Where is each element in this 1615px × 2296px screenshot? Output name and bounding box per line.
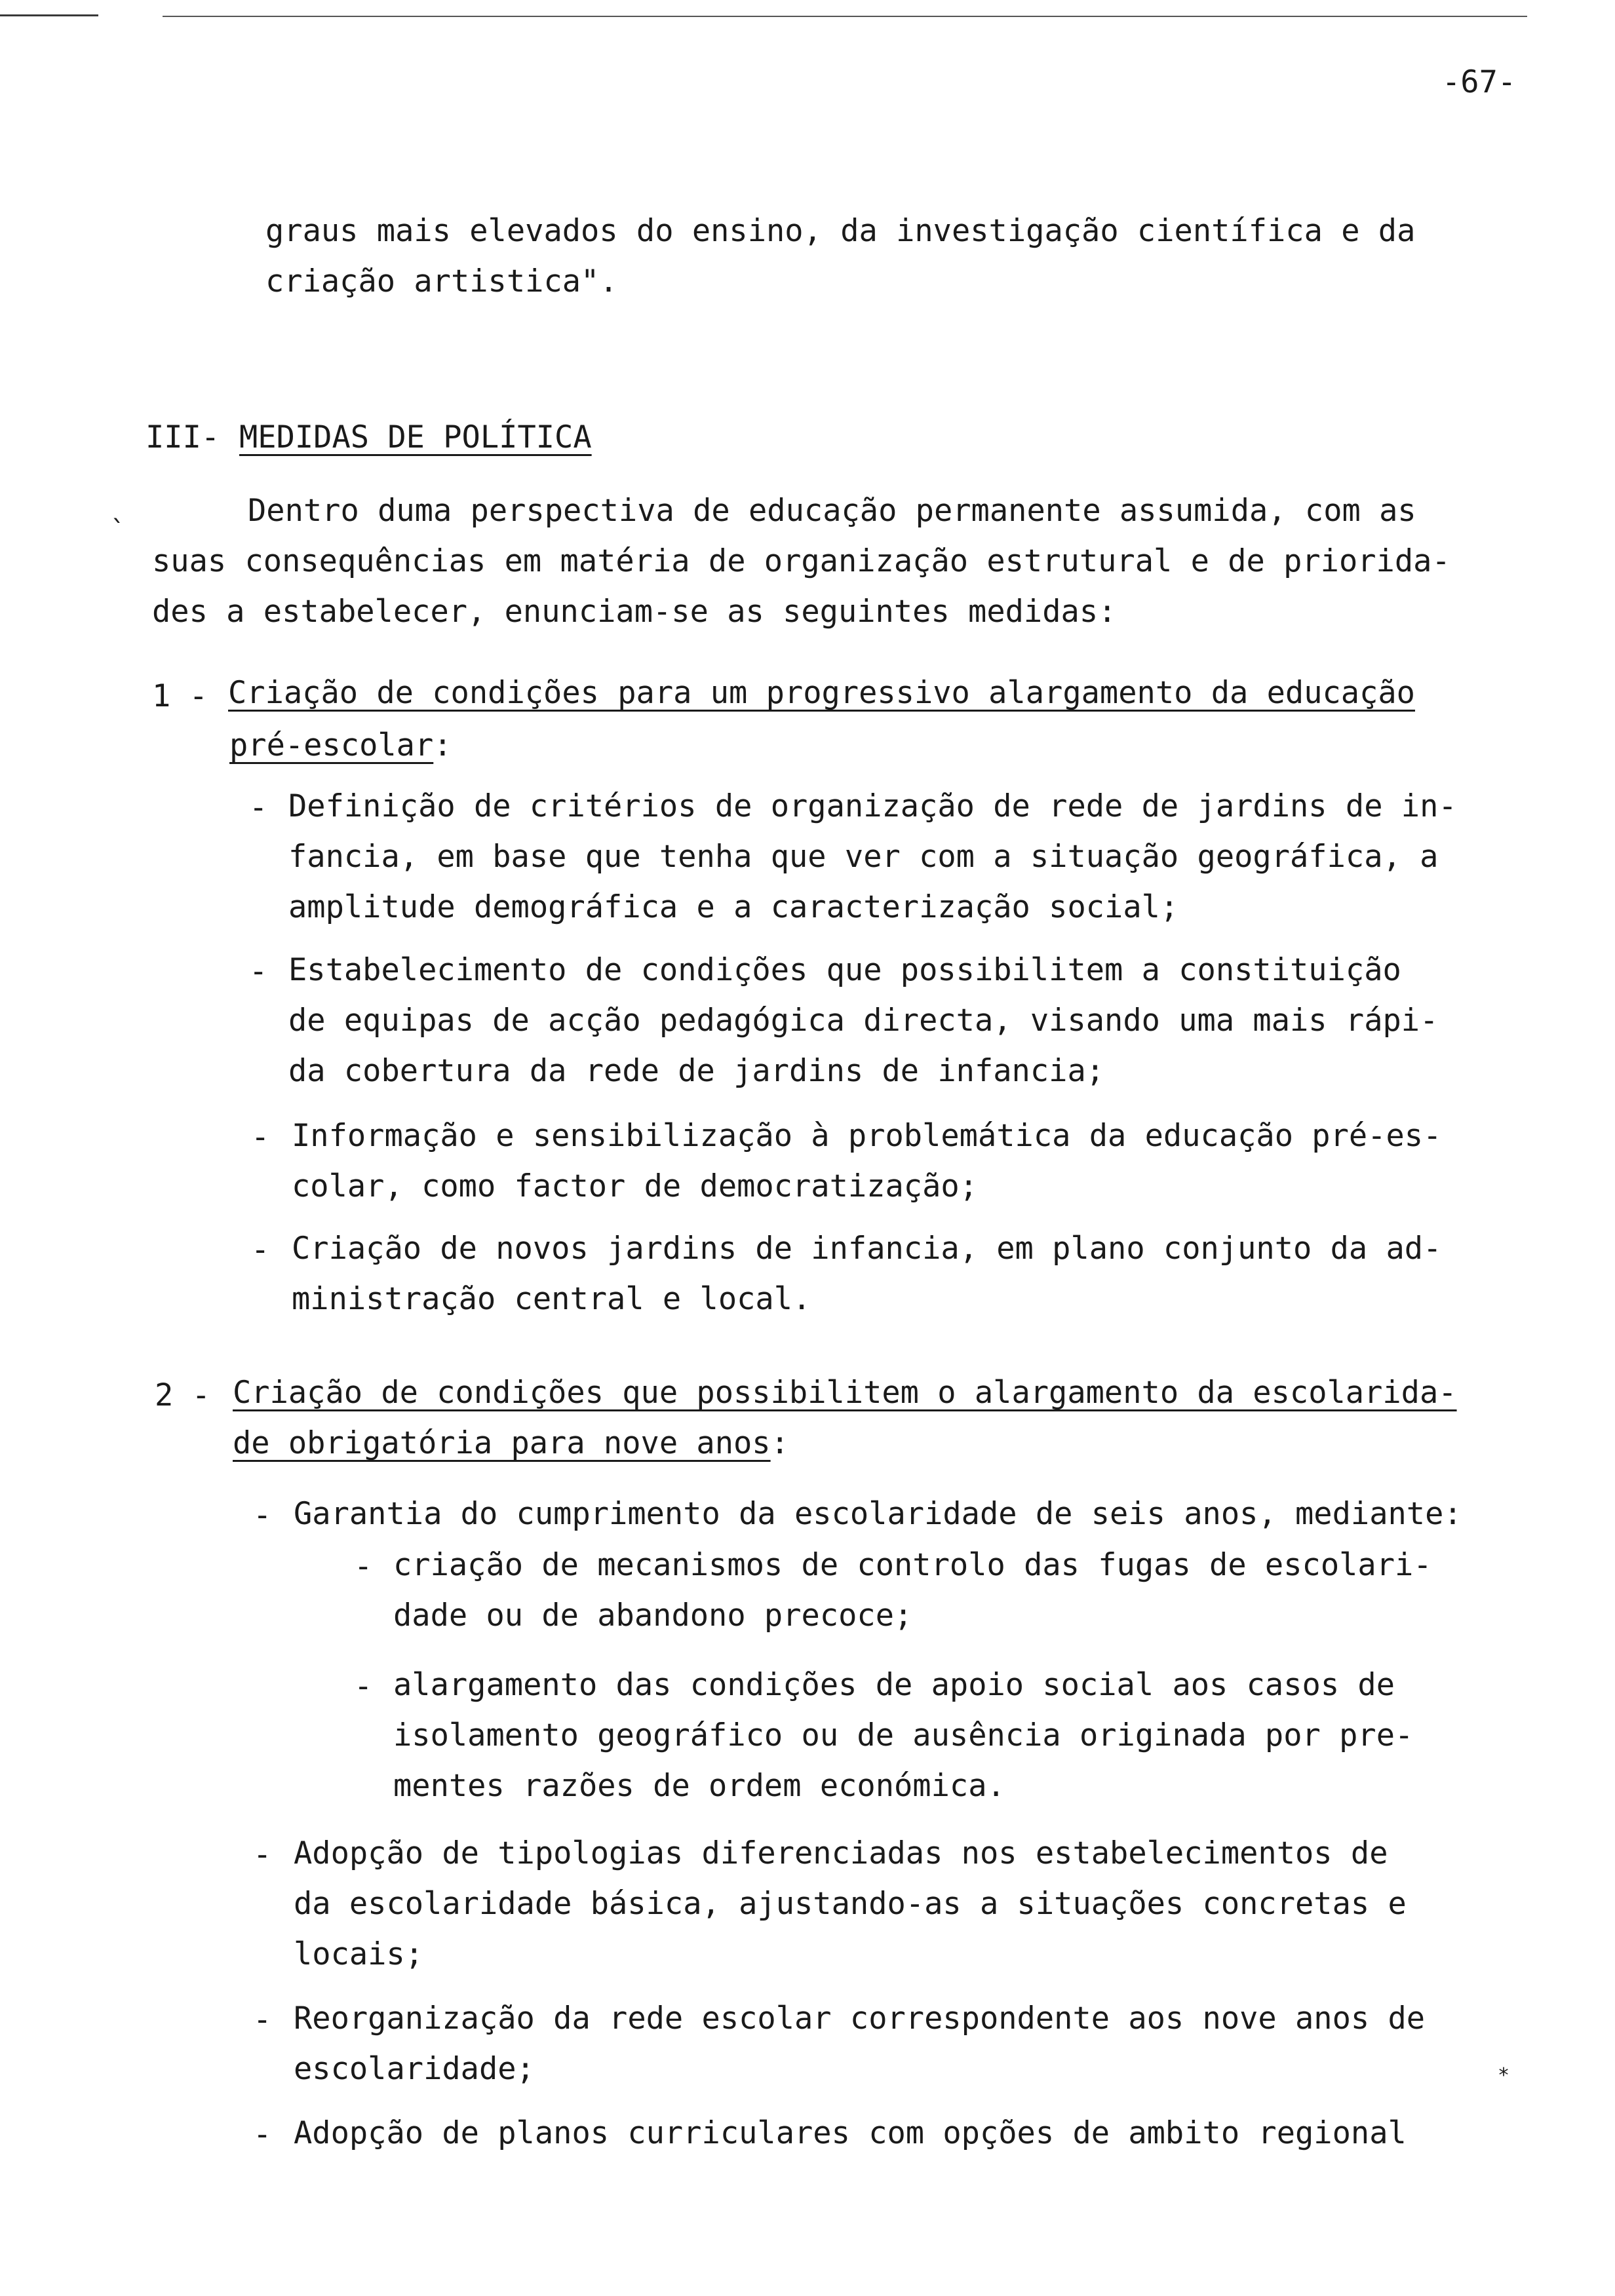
item-number: 1 - xyxy=(152,678,208,714)
top-rule-left xyxy=(0,14,98,16)
bullet-dash: - xyxy=(253,2002,272,2038)
bullet-line: da cobertura da rede de jardins de infancia; xyxy=(288,1053,1105,1089)
bullet-line: ministração central e local. xyxy=(292,1281,811,1317)
item-number: 2 - xyxy=(155,1377,210,1413)
bullet-dash: - xyxy=(253,1837,272,1873)
bullet-line: Definição de critérios de organização de rede de jardins de in- xyxy=(288,788,1457,824)
bullet-line: Criação de novos jardins de infancia, em plano conjunto da ad- xyxy=(292,1231,1442,1267)
item-heading: pré-escolar: xyxy=(229,727,452,763)
section-number: III- xyxy=(146,419,220,455)
bullet-line: escolaridade; xyxy=(294,2051,535,2087)
bullet-line: colar, como factor de democratização; xyxy=(292,1168,978,1204)
bullet-line: Adopção de tipologias diferenciadas nos estabelecimentos de xyxy=(294,1835,1388,1871)
bullet-line: da escolaridade básica, ajustando-as a situações concretas e xyxy=(294,1886,1407,1922)
bullet-line: Informação e sensibilização à problemática da educação pré-es- xyxy=(292,1118,1442,1154)
item-heading: de obrigatória para nove anos: xyxy=(233,1425,789,1461)
scan-mark: ` xyxy=(110,516,126,546)
preamble-line: Dentro duma perspectiva de educação permanente assumida, com as xyxy=(248,493,1416,529)
subbullet-line: mentes razões de ordem económica. xyxy=(393,1768,1005,1804)
section-title: MEDIDAS DE POLÍTICA xyxy=(239,419,592,455)
item-heading: Criação de condições para um progressivo alargamento da educação xyxy=(228,675,1415,711)
item-heading: Criação de condições que possibilitem o alargamento da escolarida- xyxy=(233,1375,1457,1411)
bullet-dash: - xyxy=(253,1497,272,1533)
bullet-line: Estabelecimento de condições que possibilitem a constituição xyxy=(288,952,1401,988)
subbullet-dash: - xyxy=(354,1668,373,1704)
bullet-dash: - xyxy=(249,953,268,989)
preamble-line: des a estabelecer, enunciam-se as seguintes medidas: xyxy=(152,594,1117,630)
preamble-line: suas consequências em matéria de organização estrutural e de priorida- xyxy=(152,543,1450,579)
intro-line: criação artistica". xyxy=(265,263,618,299)
subbullet-dash: - xyxy=(354,1548,373,1584)
bullet-line: de equipas de acção pedagógica directa, visando uma mais rápi- xyxy=(288,1003,1439,1039)
bullet-line: Garantia do cumprimento da escolaridade de seis anos, mediante: xyxy=(294,1496,1462,1532)
bullet-dash: - xyxy=(251,1119,270,1155)
bullet-dash: - xyxy=(249,790,268,826)
bullet-line: Adopção de planos curriculares com opções de ambito regional xyxy=(294,2115,1407,2151)
subbullet-line: alargamento das condições de apoio social aos casos de xyxy=(393,1667,1395,1703)
bullet-dash: - xyxy=(253,2116,272,2152)
bullet-line: amplitude demográfica e a caracterização social; xyxy=(288,889,1179,925)
bullet-line: locais; xyxy=(294,1936,424,1972)
bullet-dash: - xyxy=(251,1232,270,1268)
page-number: -67- xyxy=(1442,64,1517,100)
top-rule xyxy=(163,16,1527,17)
subbullet-line: criação de mecanismos de controlo das fugas de escolari- xyxy=(393,1547,1432,1583)
subbullet-line: dade ou de abandono precoce; xyxy=(393,1598,913,1634)
scan-mark: * xyxy=(1498,2064,1510,2087)
intro-line: graus mais elevados do ensino, da investigação científica e da xyxy=(265,213,1416,249)
bullet-line: fancia, em base que tenha que ver com a situação geográfica, a xyxy=(288,839,1439,875)
subbullet-line: isolamento geográfico ou de ausência originada por pre- xyxy=(393,1717,1414,1753)
bullet-line: Reorganização da rede escolar correspondente aos nove anos de xyxy=(294,2000,1426,2037)
